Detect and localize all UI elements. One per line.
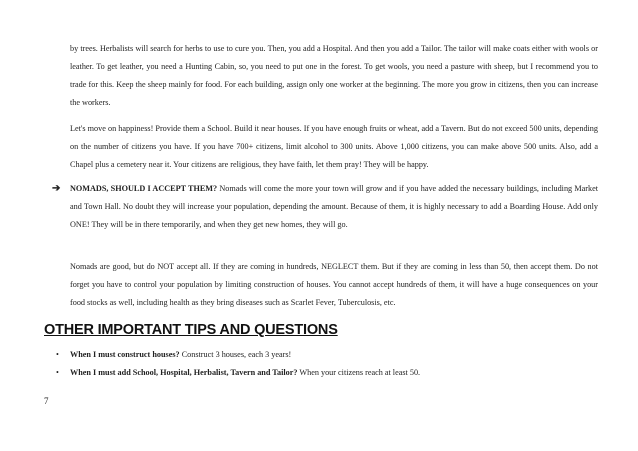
- paragraph-nomads: [70, 180, 598, 234]
- list-item: [56, 364, 420, 382]
- section-title: OTHER IMPORTANT TIPS AND QUESTIONS: [44, 322, 338, 338]
- page-number: 7: [44, 396, 49, 406]
- arrow-bullet-icon: ➔: [52, 183, 61, 194]
- paragraph-buildings: by trees. Herbalists will search for herbs to use to cure you. Then, you add a Hospital. And then you add a Tailor. The tailor will make coats either with wools or leather. To get leather, you need a Hunting Cabin, so, you need to put one in the forest. To get wools, you need a pasture with sheep, but I recommend you to trade for this. Keep the sheep mainly for food. For each building, assign only one worker at the beginning. The more you grow in citizens, then you can increase the workers.: [70, 44, 598, 107]
- paragraph-happiness: Let's move on happiness! Provide them a School. Build it near houses. If you have enough fruits or wheat, add a Tavern. But do not exceed 500 units, depending on the number of citizens you have. If you have 700+ citizens, limit alcohol to 300 units. Above 1,000 citizens, you can make above 500 units. Also, add a Chapel plus a cemetery near it. Your citizens are religious, they have faith, let them pray! They will be happy.: [70, 124, 598, 169]
- nomads-heading: NOMADS, SHOULD I ACCEPT THEM?: [70, 184, 218, 193]
- bullet-icon: •: [56, 350, 59, 359]
- bullet-icon: •: [56, 368, 59, 377]
- paragraph-nomads-followup: Nomads are good, but do NOT accept all. If they are coming in hundreds, NEGLECT them. But if they are coming in less than 50, then accept them. Do not forget you have to control your population by limiting construction of houses. You cannot accept hundreds of them, it will have a huge consequences on your food stocks as well, including health as they bring diseases such as Scarlet Fever, Tuberculosis, etc.: [70, 262, 598, 307]
- tips-list: [56, 346, 420, 382]
- tip-answer: Construct 3 houses, each 3 years!: [179, 350, 292, 359]
- tip-question: When I must construct houses?: [70, 350, 180, 359]
- tip-answer: When your citizens reach at least 50.: [297, 368, 421, 377]
- tip-question: When I must add School, Hospital, Herbalist, Tavern and Tailor?: [70, 368, 298, 377]
- nomads-text: Nomads will come the more your town will grow and if you have added the necessary buildings, including Market and Town Hall. No doubt they will increase your population, depending the amount. Because of them, it is highly necessary to add a Boarding House. Add only ONE! They will be in there temporarily, and when they get new homes, they will go.: [70, 184, 598, 229]
- list-item: [56, 346, 420, 364]
